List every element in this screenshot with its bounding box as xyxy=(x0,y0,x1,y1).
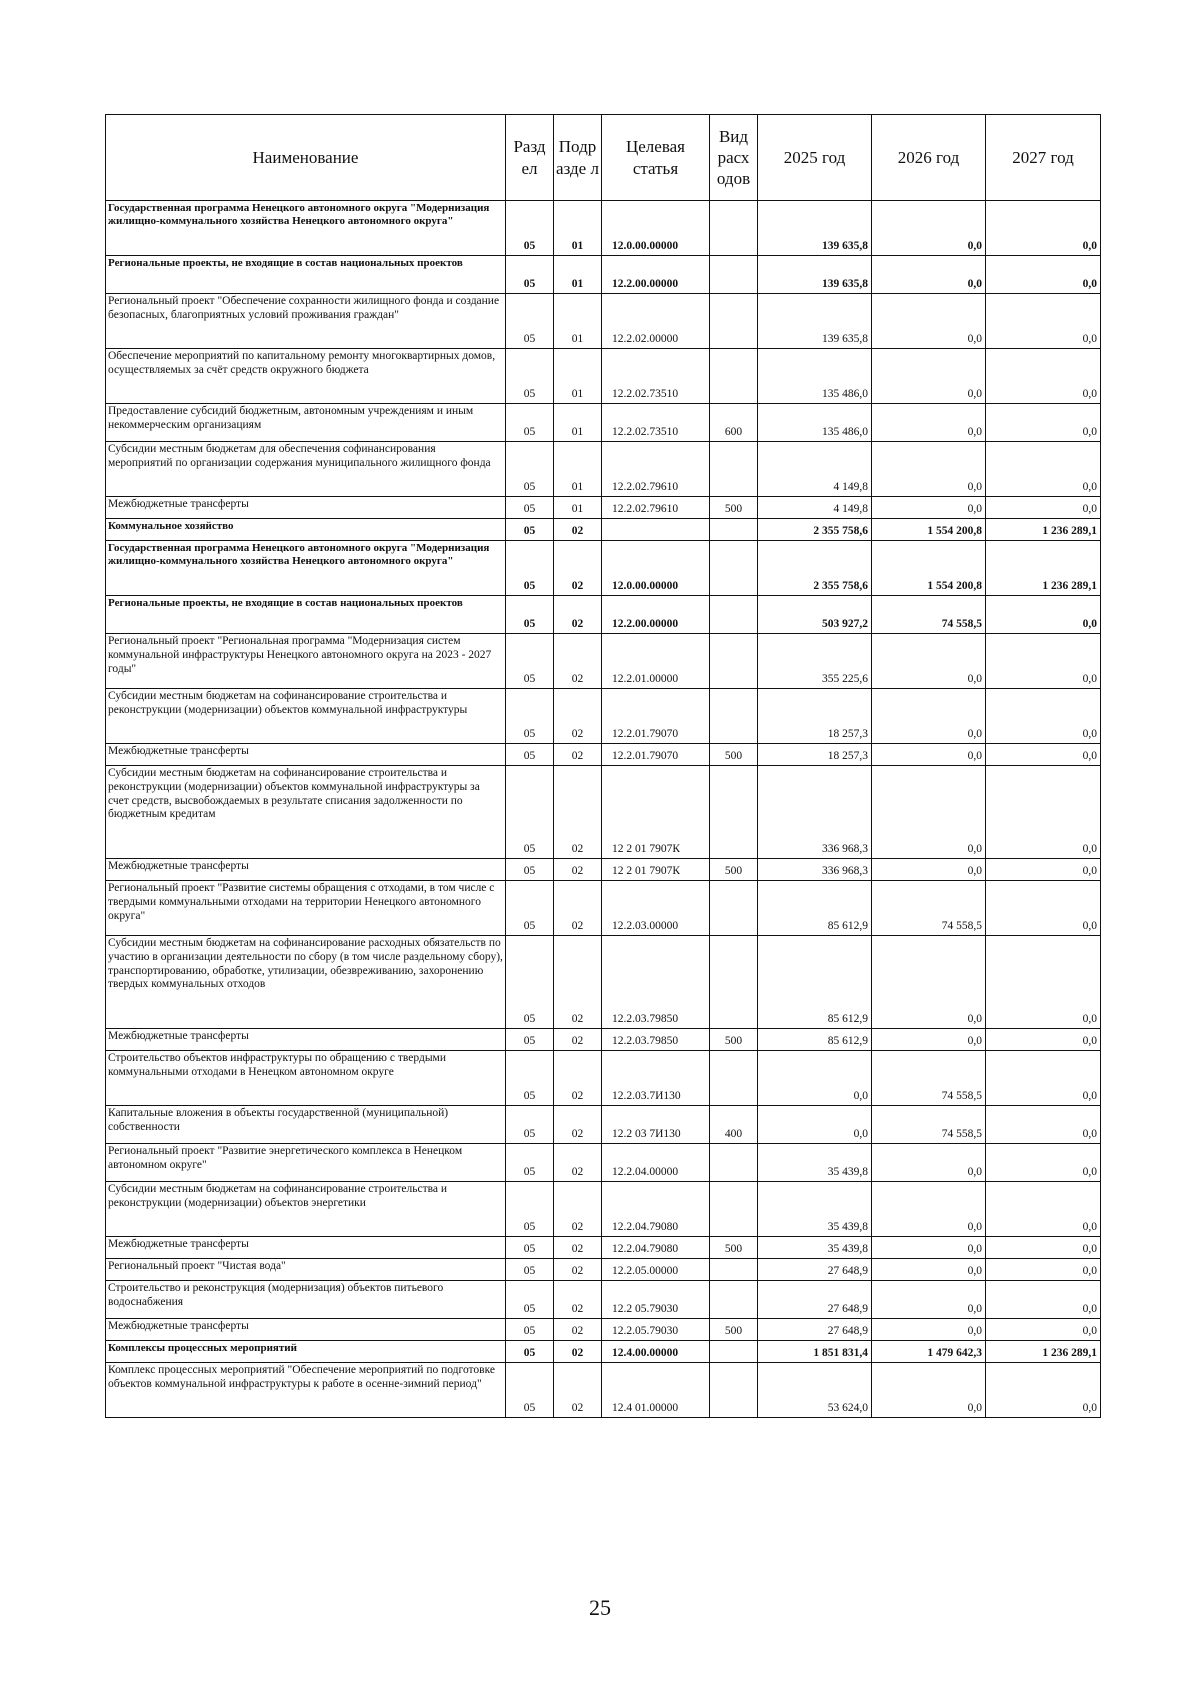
cell-podrazdel: 02 xyxy=(554,1182,602,1237)
cell-2027: 0,0 xyxy=(986,294,1101,349)
cell-razdel: 05 xyxy=(506,1106,554,1144)
table-row xyxy=(106,766,1101,859)
cell-2027: 0,0 xyxy=(986,881,1101,936)
cell-2026: 0,0 xyxy=(872,1182,986,1237)
cell-2027: 0,0 xyxy=(986,1237,1101,1259)
cell-celevaya-statya: 12.2.05.00000 xyxy=(602,1259,710,1281)
cell-2025: 139 635,8 xyxy=(758,256,872,294)
cell-2026: 0,0 xyxy=(872,1319,986,1341)
cell-vid-rashodov xyxy=(710,634,758,689)
cell-vid-rashodov xyxy=(710,256,758,294)
table-row xyxy=(106,936,1101,1029)
cell-vid-rashodov xyxy=(710,519,758,541)
cell-celevaya-statya: 12.2.05.79030 xyxy=(602,1319,710,1341)
cell-2027: 0,0 xyxy=(986,689,1101,744)
header-2026: 2026 год xyxy=(872,115,986,201)
table-row xyxy=(106,442,1101,497)
cell-celevaya-statya: 12 2 01 7907К xyxy=(602,766,710,859)
cell-2025: 0,0 xyxy=(758,1106,872,1144)
cell-2025: 35 439,8 xyxy=(758,1144,872,1182)
table-body xyxy=(106,201,1101,1418)
cell-2027: 0,0 xyxy=(986,1259,1101,1281)
cell-celevaya-statya: 12.2.00.00000 xyxy=(602,596,710,634)
cell-celevaya-statya: 12.2.01.79070 xyxy=(602,744,710,766)
cell-2026: 74 558,5 xyxy=(872,596,986,634)
table-row xyxy=(106,1051,1101,1106)
cell-podrazdel: 01 xyxy=(554,497,602,519)
cell-podrazdel: 02 xyxy=(554,766,602,859)
cell-razdel: 05 xyxy=(506,294,554,349)
cell-2025: 139 635,8 xyxy=(758,201,872,256)
cell-podrazdel: 01 xyxy=(554,201,602,256)
cell-celevaya-statya: 12.4 01.00000 xyxy=(602,1363,710,1418)
cell-2026: 0,0 xyxy=(872,689,986,744)
table-row xyxy=(106,1106,1101,1144)
cell-razdel: 05 xyxy=(506,497,554,519)
cell-podrazdel: 02 xyxy=(554,859,602,881)
budget-table xyxy=(105,114,1101,1418)
cell-name: Межбюджетные трансферты xyxy=(106,1319,506,1341)
cell-name: Комплексы процессных мероприятий xyxy=(106,1341,506,1363)
table-row xyxy=(106,1341,1101,1363)
cell-2026: 1 554 200,8 xyxy=(872,519,986,541)
cell-2027: 0,0 xyxy=(986,766,1101,859)
cell-podrazdel: 02 xyxy=(554,1029,602,1051)
cell-2025: 27 648,9 xyxy=(758,1281,872,1319)
table-row xyxy=(106,689,1101,744)
cell-2025: 1 851 831,4 xyxy=(758,1341,872,1363)
cell-name: Региональный проект "Чистая вода" xyxy=(106,1259,506,1281)
cell-podrazdel: 02 xyxy=(554,1106,602,1144)
cell-razdel: 05 xyxy=(506,1051,554,1106)
cell-vid-rashodov xyxy=(710,201,758,256)
cell-2025: 85 612,9 xyxy=(758,1029,872,1051)
cell-vid-rashodov xyxy=(710,1281,758,1319)
cell-2025: 0,0 xyxy=(758,1051,872,1106)
table-row xyxy=(106,859,1101,881)
cell-podrazdel: 02 xyxy=(554,689,602,744)
table-row xyxy=(106,1237,1101,1259)
cell-podrazdel: 02 xyxy=(554,744,602,766)
cell-name: Строительство и реконструкция (модернизация) объектов питьевого водоснабжения xyxy=(106,1281,506,1319)
cell-celevaya-statya: 12.2.01.00000 xyxy=(602,634,710,689)
cell-podrazdel: 02 xyxy=(554,1144,602,1182)
cell-celevaya-statya: 12.2.02.79610 xyxy=(602,442,710,497)
cell-name: Субсидии местным бюджетам для обеспечения софинансирования мероприятий по организации содержания муниципального жилищного фонда xyxy=(106,442,506,497)
cell-podrazdel: 02 xyxy=(554,1363,602,1418)
cell-celevaya-statya: 12.2.04.00000 xyxy=(602,1144,710,1182)
cell-2027: 0,0 xyxy=(986,442,1101,497)
header-row xyxy=(106,115,1101,201)
cell-2027: 0,0 xyxy=(986,744,1101,766)
cell-razdel: 05 xyxy=(506,256,554,294)
table-row xyxy=(106,201,1101,256)
header-name: Наименование xyxy=(106,115,506,201)
cell-podrazdel: 01 xyxy=(554,404,602,442)
cell-razdel: 05 xyxy=(506,1281,554,1319)
cell-celevaya-statya: 12.2.01.79070 xyxy=(602,689,710,744)
cell-2027: 0,0 xyxy=(986,1182,1101,1237)
cell-2025: 135 486,0 xyxy=(758,404,872,442)
cell-name: Комплекс процессных мероприятий "Обеспечение мероприятий по подготовке объектов коммунальной инфраструктуры к работе в осенне-зимний период" xyxy=(106,1363,506,1418)
table-row xyxy=(106,634,1101,689)
cell-razdel: 05 xyxy=(506,349,554,404)
cell-vid-rashodov xyxy=(710,596,758,634)
cell-razdel: 05 xyxy=(506,1341,554,1363)
cell-razdel: 05 xyxy=(506,1319,554,1341)
cell-2026: 0,0 xyxy=(872,936,986,1029)
table-row xyxy=(106,1182,1101,1237)
cell-celevaya-statya: 12.2.02.79610 xyxy=(602,497,710,519)
cell-name: Региональный проект "Развитие энергетического комплекса в Ненецком автономном округе" xyxy=(106,1144,506,1182)
cell-2027: 1 236 289,1 xyxy=(986,541,1101,596)
table-row xyxy=(106,256,1101,294)
table-row xyxy=(106,744,1101,766)
table-row xyxy=(106,349,1101,404)
cell-2027: 0,0 xyxy=(986,859,1101,881)
cell-vid-rashodov xyxy=(710,936,758,1029)
header-2027: 2027 год xyxy=(986,115,1101,201)
cell-2025: 2 355 758,6 xyxy=(758,519,872,541)
cell-razdel: 05 xyxy=(506,404,554,442)
cell-name: Капитальные вложения в объекты государственной (муниципальной) собственности xyxy=(106,1106,506,1144)
cell-celevaya-statya xyxy=(602,519,710,541)
cell-vid-rashodov: 500 xyxy=(710,744,758,766)
cell-razdel: 05 xyxy=(506,744,554,766)
cell-name: Межбюджетные трансферты xyxy=(106,1237,506,1259)
cell-name: Субсидии местным бюджетам на софинансирование расходных обязательств по участию в организации деятельности по сбору (в том числе раздельному сбору), транспортированию, обработке, утилизации, обезвреживанию, захоронению твердых коммунальных отходов xyxy=(106,936,506,1029)
cell-name: Региональные проекты, не входящие в состав национальных проектов xyxy=(106,256,506,294)
cell-podrazdel: 02 xyxy=(554,1259,602,1281)
cell-celevaya-statya: 12.2.02.00000 xyxy=(602,294,710,349)
cell-2025: 18 257,3 xyxy=(758,689,872,744)
cell-2026: 0,0 xyxy=(872,256,986,294)
cell-vid-rashodov xyxy=(710,541,758,596)
cell-name: Субсидии местным бюджетам на софинансирование строительства и реконструкции (модернизации) объектов энергетики xyxy=(106,1182,506,1237)
cell-celevaya-statya: 12.2.02.73510 xyxy=(602,349,710,404)
table-row xyxy=(106,294,1101,349)
cell-vid-rashodov xyxy=(710,349,758,404)
cell-2026: 0,0 xyxy=(872,1281,986,1319)
cell-razdel: 05 xyxy=(506,1237,554,1259)
cell-vid-rashodov xyxy=(710,1182,758,1237)
cell-2027: 0,0 xyxy=(986,1281,1101,1319)
cell-2025: 355 225,6 xyxy=(758,634,872,689)
cell-celevaya-statya: 12.4.00.00000 xyxy=(602,1341,710,1363)
cell-2026: 0,0 xyxy=(872,744,986,766)
header-podrazdel: Подр азде л xyxy=(554,115,602,201)
cell-vid-rashodov xyxy=(710,689,758,744)
cell-celevaya-statya: 12.2.04.79080 xyxy=(602,1237,710,1259)
header-vid-rashodov: Вид расх одов xyxy=(710,115,758,201)
cell-2025: 2 355 758,6 xyxy=(758,541,872,596)
cell-2026: 0,0 xyxy=(872,497,986,519)
cell-2026: 0,0 xyxy=(872,634,986,689)
cell-podrazdel: 01 xyxy=(554,256,602,294)
header-celevaya-statya: Целевая статья xyxy=(602,115,710,201)
cell-2026: 0,0 xyxy=(872,294,986,349)
cell-2026: 0,0 xyxy=(872,349,986,404)
cell-2025: 139 635,8 xyxy=(758,294,872,349)
cell-celevaya-statya: 12.2.02.73510 xyxy=(602,404,710,442)
cell-2027: 0,0 xyxy=(986,1106,1101,1144)
table-row xyxy=(106,1363,1101,1418)
cell-2027: 1 236 289,1 xyxy=(986,519,1101,541)
cell-name: Межбюджетные трансферты xyxy=(106,859,506,881)
cell-vid-rashodov: 500 xyxy=(710,859,758,881)
table-row xyxy=(106,1281,1101,1319)
cell-name: Обеспечение мероприятий по капитальному ремонту многоквартирных домов, осуществляемых за счёт средств окружного бюджета xyxy=(106,349,506,404)
cell-2025: 27 648,9 xyxy=(758,1259,872,1281)
cell-razdel: 05 xyxy=(506,519,554,541)
cell-razdel: 05 xyxy=(506,859,554,881)
cell-2026: 1 479 642,3 xyxy=(872,1341,986,1363)
cell-2027: 0,0 xyxy=(986,256,1101,294)
cell-2025: 53 624,0 xyxy=(758,1363,872,1418)
cell-name: Государственная программа Ненецкого автономного округа "Модернизация жилищно-коммунального хозяйства Ненецкого автономного округа" xyxy=(106,201,506,256)
cell-razdel: 05 xyxy=(506,1182,554,1237)
cell-podrazdel: 02 xyxy=(554,596,602,634)
cell-podrazdel: 02 xyxy=(554,634,602,689)
cell-2027: 0,0 xyxy=(986,634,1101,689)
cell-celevaya-statya: 12.2 05.79030 xyxy=(602,1281,710,1319)
cell-razdel: 05 xyxy=(506,1029,554,1051)
cell-razdel: 05 xyxy=(506,1144,554,1182)
cell-podrazdel: 02 xyxy=(554,519,602,541)
cell-2027: 0,0 xyxy=(986,596,1101,634)
cell-2027: 1 236 289,1 xyxy=(986,1341,1101,1363)
table-row xyxy=(106,541,1101,596)
cell-razdel: 05 xyxy=(506,541,554,596)
cell-vid-rashodov xyxy=(710,766,758,859)
cell-vid-rashodov xyxy=(710,1259,758,1281)
table-row xyxy=(106,1144,1101,1182)
cell-name: Межбюджетные трансферты xyxy=(106,744,506,766)
cell-2025: 336 968,3 xyxy=(758,766,872,859)
cell-2025: 503 927,2 xyxy=(758,596,872,634)
cell-2027: 0,0 xyxy=(986,349,1101,404)
cell-2026: 74 558,5 xyxy=(872,1051,986,1106)
cell-name: Субсидии местным бюджетам на софинансирование строительства и реконструкции (модернизации) объектов коммунальной инфраструктуры за счет средств, высвобождаемых в результате списания задолженности по бюджетным кредитам xyxy=(106,766,506,859)
cell-celevaya-statya: 12 2 01 7907К xyxy=(602,859,710,881)
cell-2025: 4 149,8 xyxy=(758,442,872,497)
cell-2027: 0,0 xyxy=(986,1051,1101,1106)
table-row xyxy=(106,1029,1101,1051)
cell-2027: 0,0 xyxy=(986,201,1101,256)
cell-vid-rashodov: 500 xyxy=(710,1237,758,1259)
cell-2027: 0,0 xyxy=(986,404,1101,442)
cell-name: Региональный проект "Обеспечение сохранности жилищного фонда и создание безопасных, благоприятных условий проживания граждан" xyxy=(106,294,506,349)
cell-podrazdel: 01 xyxy=(554,442,602,497)
cell-name: Региональные проекты, не входящие в состав национальных проектов xyxy=(106,596,506,634)
cell-razdel: 05 xyxy=(506,1259,554,1281)
cell-razdel: 05 xyxy=(506,634,554,689)
cell-2027: 0,0 xyxy=(986,1319,1101,1341)
cell-celevaya-statya: 12.2.04.79080 xyxy=(602,1182,710,1237)
cell-vid-rashodov: 500 xyxy=(710,497,758,519)
cell-name: Межбюджетные трансферты xyxy=(106,1029,506,1051)
table-row xyxy=(106,1319,1101,1341)
cell-vid-rashodov xyxy=(710,1051,758,1106)
cell-razdel: 05 xyxy=(506,596,554,634)
cell-2027: 0,0 xyxy=(986,1029,1101,1051)
cell-2026: 0,0 xyxy=(872,1363,986,1418)
cell-2027: 0,0 xyxy=(986,497,1101,519)
cell-celevaya-statya: 12.0.00.00000 xyxy=(602,541,710,596)
cell-2025: 4 149,8 xyxy=(758,497,872,519)
cell-name: Предоставление субсидий бюджетным, автономным учреждениям и иным некоммерческим организациям xyxy=(106,404,506,442)
cell-name: Межбюджетные трансферты xyxy=(106,497,506,519)
cell-podrazdel: 02 xyxy=(554,1319,602,1341)
cell-podrazdel: 02 xyxy=(554,1237,602,1259)
cell-vid-rashodov: 400 xyxy=(710,1106,758,1144)
cell-celevaya-statya: 12.2.03.79850 xyxy=(602,1029,710,1051)
cell-2025: 85 612,9 xyxy=(758,936,872,1029)
cell-vid-rashodov: 500 xyxy=(710,1029,758,1051)
cell-2025: 85 612,9 xyxy=(758,881,872,936)
cell-razdel: 05 xyxy=(506,1363,554,1418)
cell-vid-rashodov xyxy=(710,881,758,936)
cell-celevaya-statya: 12.2 03 7И130 xyxy=(602,1106,710,1144)
budget-table-container xyxy=(105,114,1100,1418)
cell-podrazdel: 02 xyxy=(554,541,602,596)
cell-2026: 1 554 200,8 xyxy=(872,541,986,596)
cell-podrazdel: 02 xyxy=(554,881,602,936)
cell-vid-rashodov: 500 xyxy=(710,1319,758,1341)
cell-2026: 74 558,5 xyxy=(872,881,986,936)
cell-2026: 0,0 xyxy=(872,859,986,881)
cell-name: Коммунальное хозяйство xyxy=(106,519,506,541)
cell-podrazdel: 02 xyxy=(554,1341,602,1363)
cell-razdel: 05 xyxy=(506,442,554,497)
table-row xyxy=(106,881,1101,936)
cell-razdel: 05 xyxy=(506,881,554,936)
cell-vid-rashodov xyxy=(710,1341,758,1363)
header-2025: 2025 год xyxy=(758,115,872,201)
cell-2027: 0,0 xyxy=(986,1363,1101,1418)
cell-podrazdel: 01 xyxy=(554,294,602,349)
cell-podrazdel: 02 xyxy=(554,1281,602,1319)
cell-podrazdel: 02 xyxy=(554,936,602,1029)
cell-razdel: 05 xyxy=(506,936,554,1029)
cell-2026: 0,0 xyxy=(872,1259,986,1281)
table-row xyxy=(106,519,1101,541)
cell-vid-rashodov xyxy=(710,1144,758,1182)
header-razdel: Разд ел xyxy=(506,115,554,201)
cell-razdel: 05 xyxy=(506,766,554,859)
cell-celevaya-statya: 12.2.00.00000 xyxy=(602,256,710,294)
cell-2025: 135 486,0 xyxy=(758,349,872,404)
cell-podrazdel: 02 xyxy=(554,1051,602,1106)
cell-2025: 35 439,8 xyxy=(758,1237,872,1259)
cell-2026: 0,0 xyxy=(872,201,986,256)
cell-celevaya-statya: 12.2.03.00000 xyxy=(602,881,710,936)
cell-2027: 0,0 xyxy=(986,936,1101,1029)
cell-vid-rashodov xyxy=(710,1363,758,1418)
cell-razdel: 05 xyxy=(506,201,554,256)
cell-2025: 18 257,3 xyxy=(758,744,872,766)
table-row xyxy=(106,1259,1101,1281)
cell-2025: 27 648,9 xyxy=(758,1319,872,1341)
cell-name: Строительство объектов инфраструктуры по обращению с твердыми коммунальными отходами в Ненецком автономном округе xyxy=(106,1051,506,1106)
table-row xyxy=(106,497,1101,519)
cell-2026: 0,0 xyxy=(872,1237,986,1259)
cell-name: Региональный проект "Развитие системы обращения с отходами, в том числе с твердыми коммунальными отходами на территории Ненецкого автономного округа" xyxy=(106,881,506,936)
cell-2026: 0,0 xyxy=(872,404,986,442)
table-row xyxy=(106,404,1101,442)
cell-podrazdel: 01 xyxy=(554,349,602,404)
cell-vid-rashodov xyxy=(710,442,758,497)
cell-vid-rashodov xyxy=(710,294,758,349)
cell-celevaya-statya: 12.0.00.00000 xyxy=(602,201,710,256)
table-row xyxy=(106,596,1101,634)
cell-2026: 0,0 xyxy=(872,766,986,859)
cell-2027: 0,0 xyxy=(986,1144,1101,1182)
cell-vid-rashodov: 600 xyxy=(710,404,758,442)
cell-celevaya-statya: 12.2.03.7И130 xyxy=(602,1051,710,1106)
cell-celevaya-statya: 12.2.03.79850 xyxy=(602,936,710,1029)
cell-2026: 74 558,5 xyxy=(872,1106,986,1144)
cell-2025: 35 439,8 xyxy=(758,1182,872,1237)
cell-razdel: 05 xyxy=(506,689,554,744)
cell-name: Субсидии местным бюджетам на софинансирование строительства и реконструкции (модернизации) объектов коммунальной инфраструктуры xyxy=(106,689,506,744)
cell-name: Государственная программа Ненецкого автономного округа "Модернизация жилищно-коммунального хозяйства Ненецкого автономного округа" xyxy=(106,541,506,596)
cell-2026: 0,0 xyxy=(872,1144,986,1182)
cell-2025: 336 968,3 xyxy=(758,859,872,881)
cell-2026: 0,0 xyxy=(872,442,986,497)
cell-2026: 0,0 xyxy=(872,1029,986,1051)
cell-name: Региональный проект "Региональная программа "Модернизация систем коммунальной инфраструктуры Ненецкого автономного округа на 2023 - 2027 годы" xyxy=(106,634,506,689)
page-number: 25 xyxy=(589,1595,611,1620)
